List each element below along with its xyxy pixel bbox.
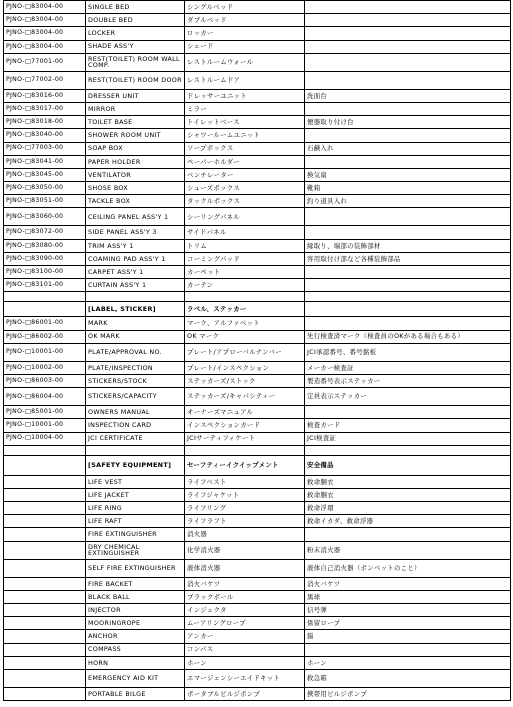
part-name-jp-cell: マーク、アルファベット xyxy=(185,317,305,330)
part-name-en-cell: TOILET BASE xyxy=(86,116,185,129)
part-code-cell: PJNO-□83018-00 xyxy=(4,116,86,129)
part-note-cell: 救命イカダ、救命浮器 xyxy=(305,515,511,528)
part-code-cell xyxy=(4,604,86,617)
part-note-cell xyxy=(305,317,511,330)
part-code-cell xyxy=(4,669,86,687)
part-note-cell: 製造番号表示ステッカー xyxy=(305,374,511,387)
blank-separator xyxy=(4,292,511,302)
table-row xyxy=(4,116,511,129)
part-name-en-cell: BLACK BALL xyxy=(86,590,185,603)
table-row xyxy=(4,343,511,361)
table-row xyxy=(4,528,511,541)
table-row xyxy=(4,142,511,155)
part-note-cell: 粉末消火器 xyxy=(305,541,511,559)
part-note-cell xyxy=(305,53,511,71)
part-name-en-cell: LOCKER xyxy=(86,27,185,40)
part-name-jp-cell: ポータブルビルジポンプ xyxy=(185,687,305,700)
table-row xyxy=(4,266,511,279)
part-name-en-cell: COAMING PAD ASS'Y 1 xyxy=(86,252,185,265)
part-code-cell: PJNO-□83060-00 xyxy=(4,208,86,226)
part-name-en-cell: VENTILATOR xyxy=(86,168,185,181)
part-code-cell: PJNO-□83041-00 xyxy=(4,155,86,168)
part-name-en-cell: COMPASS xyxy=(86,643,185,656)
part-code-cell: PJNO-□83004-00 xyxy=(4,27,86,40)
part-code-cell: PJNO-□77002-00 xyxy=(4,71,86,89)
part-name-en-cell: CARPET ASS'Y 1 xyxy=(86,266,185,279)
part-note-cell: メーカー検査証 xyxy=(305,361,511,374)
part-code-cell xyxy=(4,559,86,577)
part-name-jp-cell: ライフジャケット xyxy=(185,488,305,501)
part-name-en-cell: FIRE EXTINGUISHER xyxy=(86,528,185,541)
part-note-cell: 救命浮環 xyxy=(305,502,511,515)
part-code-cell: PJNO-□86003-00 xyxy=(4,374,86,387)
table-row xyxy=(4,208,511,226)
section-note: 安全備品 xyxy=(305,455,511,475)
part-note-cell xyxy=(305,27,511,40)
part-name-en-cell: MIRROR xyxy=(86,102,185,115)
part-code-cell: PJNO-□10004-00 xyxy=(4,432,86,445)
part-name-en-cell: CEILING PANEL ASS'Y 1 xyxy=(86,208,185,226)
part-name-en-cell: SIDE PANEL ASS'Y 3 xyxy=(86,226,185,239)
part-code-cell xyxy=(4,502,86,515)
part-code-cell: PJNO-□85001-00 xyxy=(4,406,86,419)
part-name-en-cell: CURTAIN ASS'Y 1 xyxy=(86,279,185,292)
part-note-cell: 客用取付け部など各種装飾部品 xyxy=(305,252,511,265)
part-name-en-cell: LIFE RAFT xyxy=(86,515,185,528)
table-row xyxy=(4,27,511,40)
section-title-jp: ラベル、ステッカー xyxy=(185,302,305,317)
part-name-en-cell: LIFE RING xyxy=(86,502,185,515)
table-row xyxy=(4,475,511,488)
part-name-jp-cell: トイレットベース xyxy=(185,116,305,129)
part-note-cell: 救命胴衣 xyxy=(305,475,511,488)
table-row xyxy=(4,643,511,656)
table-row xyxy=(4,374,511,387)
part-name-jp-cell: プレート/アプローバルナンバー xyxy=(185,343,305,361)
table-row xyxy=(4,604,511,617)
part-name-en-cell: SHOWER ROOM UNIT xyxy=(86,129,185,142)
part-code-cell xyxy=(4,656,86,669)
part-note-cell: 定員表示ステッカー xyxy=(305,388,511,406)
part-name-jp-cell: ロッカー xyxy=(185,27,305,40)
part-name-en-cell: MOORINGROPE xyxy=(86,617,185,630)
part-code-cell xyxy=(4,488,86,501)
part-name-jp-cell: カーテン xyxy=(185,279,305,292)
part-code-cell xyxy=(4,643,86,656)
table-row xyxy=(4,577,511,590)
part-note-cell: 信号弾 xyxy=(305,604,511,617)
part-name-jp-cell: レストルームドア xyxy=(185,71,305,89)
part-name-en-cell: INSPECTION CARD xyxy=(86,419,185,432)
part-code-cell: PJNO-□83080-00 xyxy=(4,239,86,252)
part-code-cell xyxy=(4,475,86,488)
part-note-cell xyxy=(305,40,511,53)
part-name-jp-cell: インスペクションカード xyxy=(185,419,305,432)
part-name-jp-cell: シーリングパネル xyxy=(185,208,305,226)
part-name-jp-cell: カーペット xyxy=(185,266,305,279)
part-note-cell xyxy=(305,279,511,292)
part-code-cell xyxy=(4,515,86,528)
part-name-jp-cell: コーミングパッド xyxy=(185,252,305,265)
part-code-cell: PJNO-□86002-00 xyxy=(4,330,86,343)
table-row xyxy=(4,182,511,195)
table-row xyxy=(4,656,511,669)
part-name-en-cell: HORN xyxy=(86,656,185,669)
part-name-en-cell: DRY CHEMICAL EXTINGUISHER xyxy=(86,541,185,559)
part-code-cell: PJNO-□86004-00 xyxy=(4,388,86,406)
part-name-jp-cell: ペーパーホルダー xyxy=(185,155,305,168)
section-title-jp: セーフティーイクイップメント xyxy=(185,455,305,475)
table-row xyxy=(4,630,511,643)
part-name-jp-cell: JCIサーティフィケート xyxy=(185,432,305,445)
part-name-jp-cell: ステッカーズ/キャパシティー xyxy=(185,388,305,406)
part-name-jp-cell: ブラックボール xyxy=(185,590,305,603)
part-note-cell xyxy=(305,208,511,226)
part-name-en-cell: JCI CERTIFICATE xyxy=(86,432,185,445)
part-note-cell: 縁取り、端部の装飾部材 xyxy=(305,239,511,252)
part-name-jp-cell: エマージェンシーエイドキット xyxy=(185,669,305,687)
table-row xyxy=(4,617,511,630)
part-code-cell: PJNO-□83050-00 xyxy=(4,182,86,195)
table-row xyxy=(4,279,511,292)
part-note-cell: 錨 xyxy=(305,630,511,643)
part-code-cell: PJNO-□83072-00 xyxy=(4,226,86,239)
part-code-cell xyxy=(4,541,86,559)
part-name-en-cell: STICKERS/STOCK xyxy=(86,374,185,387)
part-name-en-cell: SINGLE BED xyxy=(86,1,185,14)
part-name-jp-cell: 消火バケツ xyxy=(185,577,305,590)
part-name-en-cell: LIFE JACKET xyxy=(86,488,185,501)
part-code-cell xyxy=(4,617,86,630)
table-row xyxy=(4,226,511,239)
section-note xyxy=(305,302,511,317)
part-code-cell: PJNO-□83004-00 xyxy=(4,40,86,53)
part-note-cell: 靴箱 xyxy=(305,182,511,195)
part-code-cell xyxy=(4,528,86,541)
part-note-cell: ホーン xyxy=(305,656,511,669)
section-title-en: [LABEL, STICKER] xyxy=(86,302,185,317)
part-code-cell: PJNO-□83004-00 xyxy=(4,14,86,27)
section-safety-equipment xyxy=(4,455,511,475)
part-note-cell: 救急箱 xyxy=(305,669,511,687)
part-note-cell: 黒球 xyxy=(305,590,511,603)
part-name-en-cell: SHADE ASS'Y xyxy=(86,40,185,53)
part-note-cell: 先行検査済マーク（検査員のOKがある場合もある） xyxy=(305,330,511,343)
part-name-jp-cell: ミラー xyxy=(185,102,305,115)
table-row xyxy=(4,53,511,71)
part-note-cell xyxy=(305,14,511,27)
part-note-cell: 液体自己消火器（ボンベットのこと） xyxy=(305,559,511,577)
part-code-cell: PJNO-□77001-00 xyxy=(4,53,86,71)
part-code-cell: PJNO-□83004-00 xyxy=(4,1,86,14)
part-name-jp-cell: 消火器 xyxy=(185,528,305,541)
table-row xyxy=(4,541,511,559)
table-row xyxy=(4,40,511,53)
part-name-jp-cell: プレート/インスペクション xyxy=(185,361,305,374)
part-name-jp-cell: サイドパネル xyxy=(185,226,305,239)
part-name-jp-cell: ステッカーズ/ストック xyxy=(185,374,305,387)
part-name-en-cell: PLATE/APPROVAL NO. xyxy=(86,343,185,361)
part-code-cell xyxy=(4,577,86,590)
part-name-en-cell: SHOSE BOX xyxy=(86,182,185,195)
table-row xyxy=(4,502,511,515)
part-note-cell xyxy=(305,155,511,168)
section-code-cell xyxy=(4,302,86,317)
part-note-cell: 便器取り付け台 xyxy=(305,116,511,129)
section-title-en: [SAFETY EQUIPMENT] xyxy=(86,455,185,475)
part-code-cell: PJNO-□83017-00 xyxy=(4,102,86,115)
part-note-cell xyxy=(305,226,511,239)
part-name-jp-cell: オーナーズマニュアル xyxy=(185,406,305,419)
table-row xyxy=(4,330,511,343)
table-row xyxy=(4,252,511,265)
part-note-cell: 携帯用ビルジポンプ xyxy=(305,687,511,700)
part-name-en-cell: LIFE VEST xyxy=(86,475,185,488)
part-name-jp-cell: ライフラフト xyxy=(185,515,305,528)
part-name-jp-cell: ベンチレーター xyxy=(185,168,305,181)
table-row xyxy=(4,89,511,102)
part-code-cell: PJNO-□10001-00 xyxy=(4,343,86,361)
part-name-en-cell: ANCHOR xyxy=(86,630,185,643)
table-row xyxy=(4,317,511,330)
table-row xyxy=(4,406,511,419)
table-row xyxy=(4,488,511,501)
part-name-jp-cell: シェード xyxy=(185,40,305,53)
part-name-jp-cell: OK マーク xyxy=(185,330,305,343)
parts-group-interior xyxy=(4,1,511,292)
part-name-en-cell: PLATE/INSPECTION xyxy=(86,361,185,374)
part-note-cell xyxy=(305,129,511,142)
part-name-en-cell: SOAP BOX xyxy=(86,142,185,155)
part-note-cell xyxy=(305,266,511,279)
table-row xyxy=(4,195,511,208)
part-name-en-cell: TACKLE BOX xyxy=(86,195,185,208)
table-row xyxy=(4,419,511,432)
part-code-cell: PJNO-□83045-00 xyxy=(4,168,86,181)
part-code-cell: PJNO-□77003-00 xyxy=(4,142,86,155)
part-name-en-cell: TRIM ASS'Y 1 xyxy=(86,239,185,252)
part-name-jp-cell: シューズボックス xyxy=(185,182,305,195)
part-note-cell xyxy=(305,643,511,656)
part-note-cell: 換気扇 xyxy=(305,168,511,181)
table-row xyxy=(4,687,511,700)
part-name-en-cell: OWNERS MANUAL xyxy=(86,406,185,419)
part-name-en-cell: INJECTOR xyxy=(86,604,185,617)
part-code-cell xyxy=(4,630,86,643)
parts-table xyxy=(3,0,511,701)
part-name-en-cell: PAPER HOLDER xyxy=(86,155,185,168)
part-code-cell: PJNO-□83040-00 xyxy=(4,129,86,142)
part-name-jp-cell: シャワールームユニット xyxy=(185,129,305,142)
part-note-cell: JCI検査証 xyxy=(305,432,511,445)
part-name-en-cell: MARK xyxy=(86,317,185,330)
part-name-jp-cell: ライフベスト xyxy=(185,475,305,488)
part-code-cell xyxy=(4,687,86,700)
part-code-cell: PJNO-□83051-00 xyxy=(4,195,86,208)
blank-separator xyxy=(4,445,511,455)
part-note-cell: 検査カード xyxy=(305,419,511,432)
parts-group-safety xyxy=(4,475,511,700)
part-name-en-cell: OK MARK xyxy=(86,330,185,343)
part-note-cell xyxy=(305,528,511,541)
part-name-jp-cell: ムーアリングロープ xyxy=(185,617,305,630)
part-name-en-cell: SELF FIRE EXTINGUISHER xyxy=(86,559,185,577)
table-row xyxy=(4,102,511,115)
part-name-jp-cell: シングルベッド xyxy=(185,1,305,14)
part-code-cell: PJNO-□83016-00 xyxy=(4,89,86,102)
part-note-cell: 釣り道具入れ xyxy=(305,195,511,208)
part-note-cell: JCI承認番号、番号銘板 xyxy=(305,343,511,361)
part-name-jp-cell: ホーン xyxy=(185,656,305,669)
part-name-jp-cell: ダブルベッド xyxy=(185,14,305,27)
table-row xyxy=(4,1,511,14)
table-row xyxy=(4,71,511,89)
table-row xyxy=(4,361,511,374)
part-code-cell: PJNO-□10002-00 xyxy=(4,361,86,374)
part-note-cell xyxy=(305,1,511,14)
part-name-en-cell: REST(TOILET) ROOM DOOR xyxy=(86,71,185,89)
table-row xyxy=(4,168,511,181)
part-name-jp-cell: 液体消火器 xyxy=(185,559,305,577)
part-note-cell: 消火バケツ xyxy=(305,577,511,590)
part-note-cell xyxy=(305,71,511,89)
part-note-cell: 係留ロープ xyxy=(305,617,511,630)
part-name-en-cell: PORTABLE BILGE xyxy=(86,687,185,700)
part-name-en-cell: STICKERS/CAPACITY xyxy=(86,388,185,406)
part-name-jp-cell: アンカー xyxy=(185,630,305,643)
table-row xyxy=(4,590,511,603)
part-name-jp-cell: インジェクタ xyxy=(185,604,305,617)
table-row xyxy=(4,515,511,528)
section-label-sticker xyxy=(4,302,511,317)
part-name-en-cell: FIRE BACKET xyxy=(86,577,185,590)
part-code-cell: PJNO-□10001-00 xyxy=(4,419,86,432)
part-code-cell xyxy=(4,590,86,603)
part-name-en-cell: DRESSER UNIT xyxy=(86,89,185,102)
part-name-jp-cell: ドレッサーユニット xyxy=(185,89,305,102)
section-code-cell xyxy=(4,455,86,475)
table-row xyxy=(4,239,511,252)
part-name-jp-cell: 化学消火器 xyxy=(185,541,305,559)
table-row xyxy=(4,14,511,27)
part-name-jp-cell: タックルボックス xyxy=(185,195,305,208)
part-note-cell: 救命胴衣 xyxy=(305,488,511,501)
part-code-cell: PJNO-□83101-00 xyxy=(4,279,86,292)
table-row xyxy=(4,129,511,142)
table-row xyxy=(4,155,511,168)
table-row xyxy=(4,559,511,577)
parts-list-sheet xyxy=(3,0,510,707)
part-note-cell xyxy=(305,406,511,419)
part-code-cell: PJNO-□86001-00 xyxy=(4,317,86,330)
part-note-cell: 石鹸入れ xyxy=(305,142,511,155)
parts-group-label xyxy=(4,317,511,445)
table-row xyxy=(4,669,511,687)
part-name-jp-cell: ソープボックス xyxy=(185,142,305,155)
part-name-jp-cell: トリム xyxy=(185,239,305,252)
part-note-cell: 洗面台 xyxy=(305,89,511,102)
part-code-cell: PJNO-□83100-00 xyxy=(4,266,86,279)
part-name-en-cell: DOUBLE BED xyxy=(86,14,185,27)
part-name-jp-cell: コンパス xyxy=(185,643,305,656)
table-row xyxy=(4,432,511,445)
table-row xyxy=(4,388,511,406)
part-note-cell xyxy=(305,102,511,115)
part-name-en-cell: REST(TOILET) ROOM WALL COMP. xyxy=(86,53,185,71)
part-name-jp-cell: ライフリング xyxy=(185,502,305,515)
part-code-cell: PJNO-□83090-00 xyxy=(4,252,86,265)
part-name-en-cell: EMERGENCY AID KIT xyxy=(86,669,185,687)
part-name-jp-cell: レストルームウォール xyxy=(185,53,305,71)
